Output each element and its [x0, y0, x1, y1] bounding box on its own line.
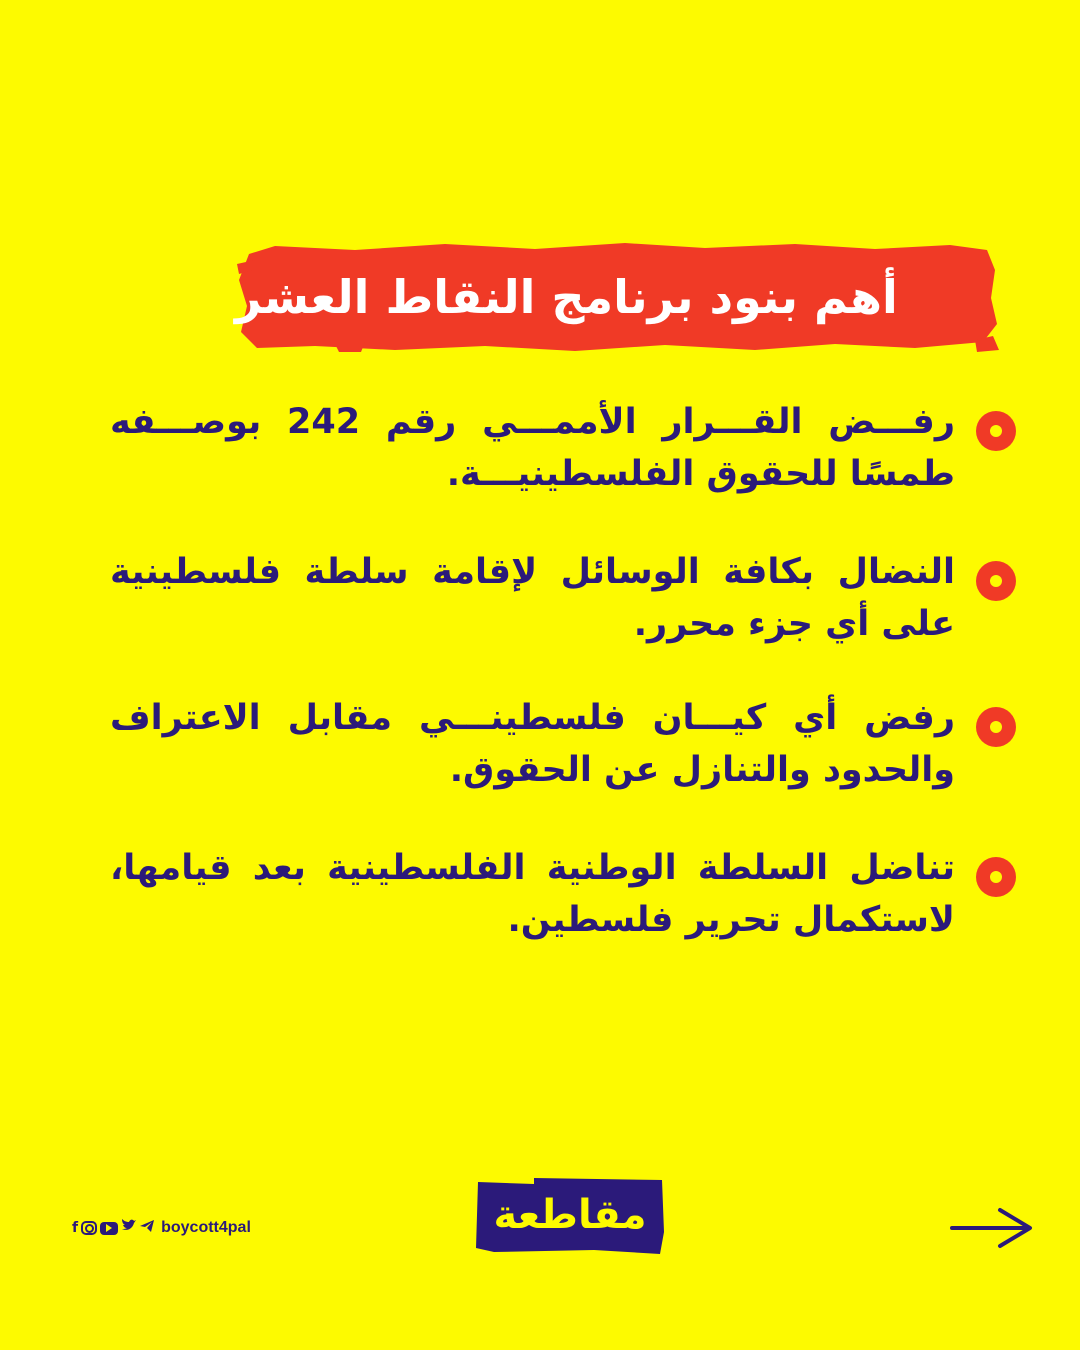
- list-item: [110, 842, 1020, 944]
- telegram-icon[interactable]: [140, 1217, 154, 1239]
- points-list: [110, 396, 1020, 992]
- instagram-icon[interactable]: [81, 1221, 97, 1235]
- list-item: [110, 546, 1020, 648]
- list-item-text: تناضل السلطة الوطنية الفلسطينية بعد قيامها، لاستكمال تحرير فلسطين.: [110, 848, 955, 940]
- bullet-icon: [976, 411, 1016, 451]
- title-banner: [235, 240, 1000, 354]
- list-item-text: رفـــض القـــرار الأممـــي رقم 242 بوصـــفه طمسًا للحقوق الفلسطينيـــة.: [110, 402, 955, 494]
- youtube-icon[interactable]: [100, 1222, 118, 1235]
- twitter-icon[interactable]: [121, 1217, 137, 1239]
- list-item-text: النضال بكافة الوسائل لإقامة سلطة فلسطينية على أي جزء محرر.: [110, 552, 955, 644]
- arrow-right-icon[interactable]: [950, 1206, 1034, 1250]
- brand-logo: [474, 1174, 666, 1256]
- bullet-icon: [976, 561, 1016, 601]
- social-links: [72, 1217, 251, 1239]
- bullet-icon: [976, 707, 1016, 747]
- bullet-icon: [976, 857, 1016, 897]
- list-item: [110, 396, 1020, 498]
- list-item: [110, 692, 1020, 794]
- facebook-icon[interactable]: f: [72, 1220, 79, 1236]
- page-title: أهم بنود برنامج النقاط العشر: [235, 270, 898, 324]
- social-handle: boycott4pal: [161, 1219, 251, 1236]
- logo-wordmark: مقاطعة: [493, 1192, 647, 1238]
- list-item-text: رفض أي كيـــان فلسطينـــي مقابل الاعتراف والحدود والتنازل عن الحقوق.: [110, 698, 955, 790]
